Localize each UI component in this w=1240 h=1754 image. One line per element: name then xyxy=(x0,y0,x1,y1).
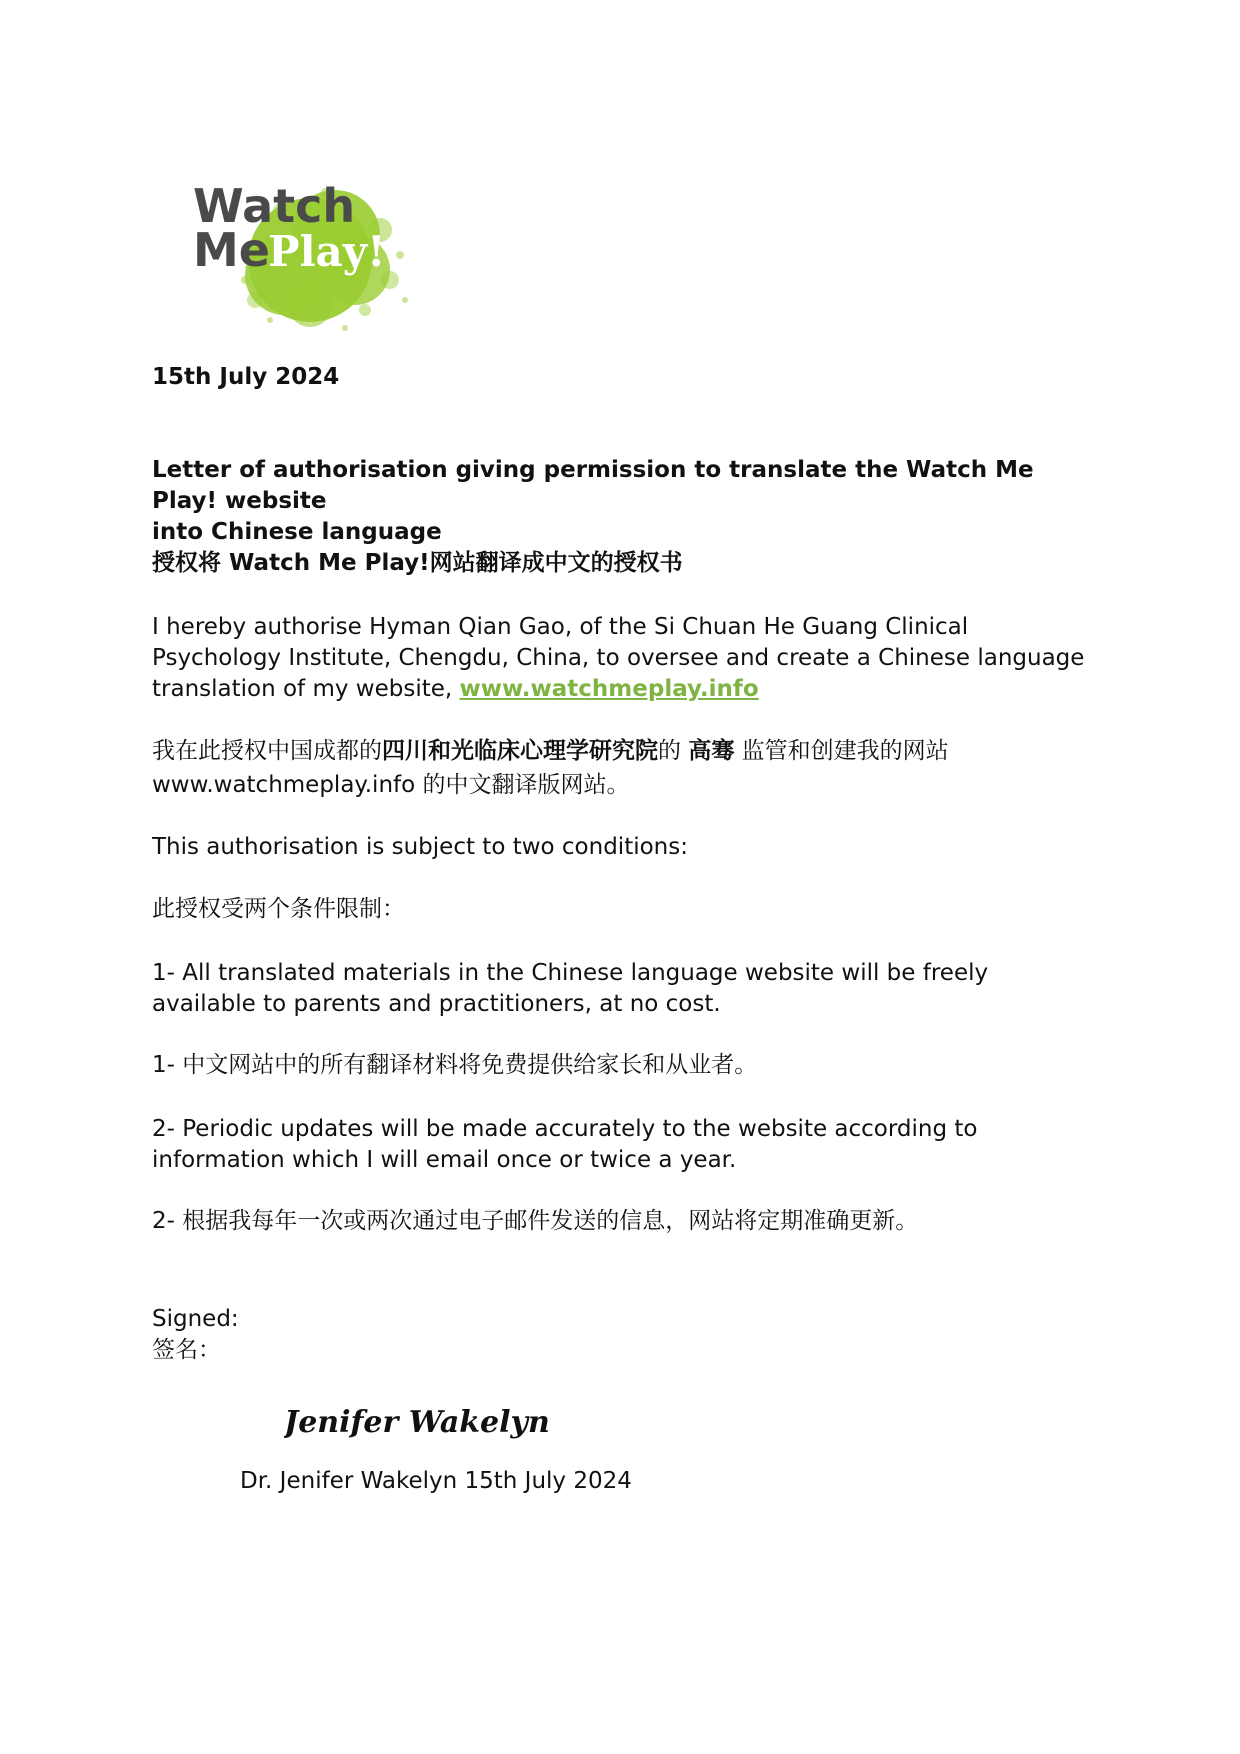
authorisation-paragraph-en xyxy=(152,612,1092,705)
signature-graphic xyxy=(284,1390,604,1450)
logo-text-play: Play! xyxy=(268,227,386,276)
title-en-line1: Letter of authorisation giving permission to translate the Watch Me Play! website xyxy=(152,457,1034,514)
logo-text-watch: Watch xyxy=(193,179,356,233)
condition-2-en: 2- Periodic updates will be made accurately to the website according to information which I will email once or twice a year. xyxy=(152,1116,978,1173)
signed-label-zh: 签名： xyxy=(152,1337,221,1363)
zh-person-name: 高骞 xyxy=(688,738,735,764)
logo-graphic xyxy=(185,170,430,340)
conditions-intro-zh: 此授权受两个条件限制： xyxy=(152,896,405,922)
handwritten-signature xyxy=(284,1390,604,1450)
signatory-name-date: Dr. Jenifer Wakelyn 15th July 2024 xyxy=(240,1468,632,1494)
condition-1-en: 1- All translated materials in the Chinese language website will be freely available to parents and practitioners, at no cost. xyxy=(152,960,989,1017)
logo-text-me: Me xyxy=(193,223,270,277)
authorisation-paragraph-zh xyxy=(152,734,1092,802)
zh-part3: 监管和创建我的网站 www.watchmeplay.info 的中文翻译版网站。 xyxy=(152,738,949,798)
title-zh: 授权将 Watch Me Play!网站翻译成中文的授权书 xyxy=(152,550,683,576)
website-link[interactable]: www.watchmeplay.info xyxy=(459,676,759,702)
letter-date: 15th July 2024 xyxy=(152,364,340,390)
signed-label xyxy=(152,1304,1092,1366)
conditions-intro-en: This authorisation is subject to two conditions: xyxy=(152,834,688,860)
letter-title xyxy=(152,455,1092,579)
title-en-line2: into Chinese language xyxy=(152,519,442,545)
signed-label-en: Signed: xyxy=(152,1306,239,1332)
zh-part1: 我在此授权中国成都的 xyxy=(152,738,382,764)
watch-me-play-logo xyxy=(185,170,430,340)
authorisation-text: I hereby authorise Hyman Qian Gao, of the Si Chuan He Guang Clinical Psychology Institute, Chengdu, China, to oversee and create a Chinese language translation of my website, xyxy=(152,614,1085,702)
zh-institute-name: 四川和光临床心理学研究院 xyxy=(382,738,658,764)
zh-part2: 的 xyxy=(658,738,689,764)
signature-text: Jenifer Wakelyn xyxy=(284,1405,550,1440)
condition-2-zh: 2- 根据我每年一次或两次通过电子邮件发送的信息，网站将定期准确更新。 xyxy=(152,1208,919,1234)
condition-1-zh: 1- 中文网站中的所有翻译材料将免费提供给家长和从业者。 xyxy=(152,1052,758,1078)
